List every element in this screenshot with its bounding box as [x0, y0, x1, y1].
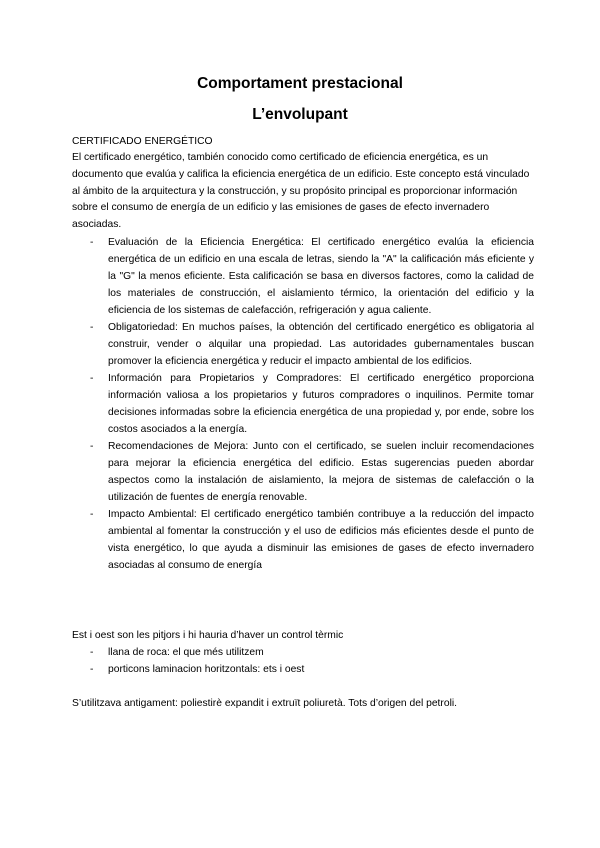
bullet-text: Información para Propietarios y Compradores: El certificado energético proporciona información valiosa a los propietarios y futuros compradores o inquilinos. Permite tomar decisiones informadas sobre la eficiencia energética de una propiedad y, por ende, sobre los costos asociados a la energía. [108, 373, 534, 435]
bullet-dash: - [90, 373, 94, 384]
bullet-item [72, 319, 534, 370]
bullet-dash: - [90, 647, 94, 658]
bullet-item [72, 234, 534, 319]
list-item-text: llana de roca: el que més utilitzem [108, 647, 264, 658]
bullet-text: Impacto Ambiental: El certificado energético también contribuye a la reducción del impacto ambiental al fomentar la construcción y el uso de edificios más eficientes desde el punto de vista energético, lo que ayuda a disminuir las emisiones de gases de efecto invernadero asociadas al consumo de energía [108, 509, 534, 571]
section-heading: CERTIFICADO ENERGÉTICO [72, 136, 213, 147]
list-item-text: porticons laminacion horitzontals: ets i oest [108, 664, 305, 675]
document-title: Comportament prestacional [197, 75, 403, 92]
bullet-dash: - [90, 509, 94, 520]
bullet-item [72, 506, 534, 574]
bullet-item [72, 370, 534, 438]
list-item [72, 644, 534, 661]
bullet-text: Evaluación de la Eficiencia Energética: El certificado energético evalúa la eficiencia energética de un edificio en una escala de letras, siendo la "A" la calificación más eficiente y la "G" la menos eficiente. Esta calificación se basa en diversos factores, como la calidad de los materiales de construcción, el aislamiento térmico, la orientación del edificio y la eficiencia de los sistemas de calefacción, refrigeración y agua caliente. [108, 237, 534, 316]
document-subtitle: L’envolupant [252, 106, 348, 123]
bullet-dash: - [90, 322, 94, 333]
east-west-paragraph: Est i oest son les pitjors i hi hauria d’haver un control tèrmic [72, 630, 344, 641]
bullet-dash: - [90, 441, 94, 452]
bullet-item [72, 438, 534, 506]
certificate-bullet-list [72, 234, 534, 574]
bullet-dash: - [90, 664, 94, 675]
insulation-list [72, 644, 534, 678]
bullet-dash: - [90, 237, 94, 248]
intro-paragraph: El certificado energético, también conocido como certificado de eficiencia energética, es un documento que evalúa y califica la eficiencia energética de un edificio. Este concepto está vinculado al ámbito de la arquitectura y la construcción, y su propósito principal es proporcionar información sobre el consumo de energía de un edificio y las emisiones de gases de efecto invernadero asociadas. [72, 152, 530, 231]
closing-paragraph: S’utilitzava antigament: poliestirè expandit i extruït poliuretà. Tots d’origen del petroli. [72, 698, 458, 709]
list-item [72, 661, 534, 678]
bullet-text: Recomendaciones de Mejora: Junto con el certificado, se suelen incluir recomendaciones para mejorar la eficiencia energética del edificio. Estas sugerencias pueden abordar aspectos como la instalación de aislamiento, la mejora de sistemas de calefacción o la utilización de fuentes de energía renovable. [108, 441, 534, 503]
bullet-text: Obligatoriedad: En muchos países, la obtención del certificado energético es obligatoria al construir, vender o alquilar una propiedad. Las autoridades gubernamentales buscan promover la eficiencia energética y reducir el impacto ambiental de los edificios. [108, 322, 534, 367]
